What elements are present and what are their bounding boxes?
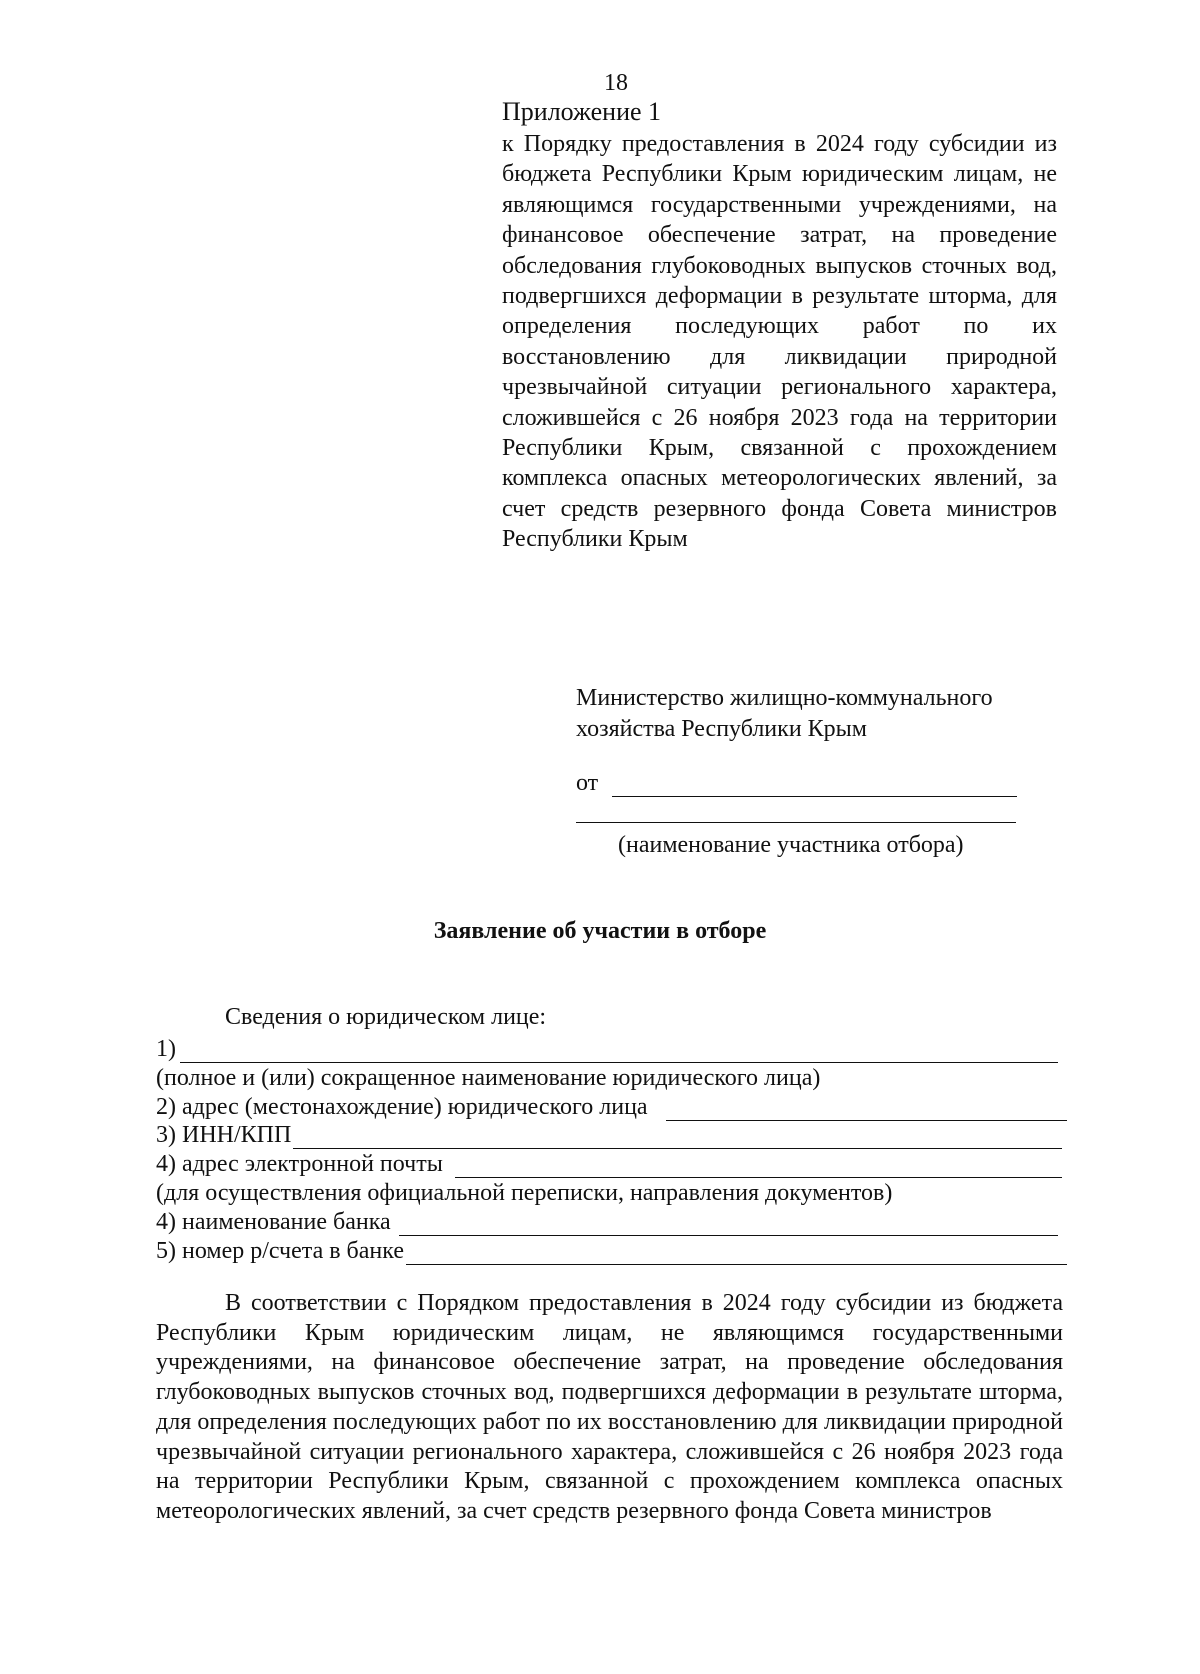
field-label: 3) ИНН/КПП: [156, 1122, 292, 1148]
addressee-block: [576, 683, 993, 745]
field-legal-name: [156, 1036, 1058, 1063]
addressee-line-2: хозяйства Республики Крым: [576, 716, 867, 742]
field-email: [156, 1151, 1062, 1178]
field-label: 2) адрес (местонахождение) юридического лица: [156, 1094, 648, 1120]
field-label: 5) номер р/счета в банке: [156, 1238, 404, 1264]
field-label: 4) адрес электронной почты: [156, 1151, 443, 1177]
address-blank[interactable]: [666, 1098, 1067, 1121]
legal-name-blank[interactable]: [180, 1040, 1058, 1063]
field-bank-name: [156, 1209, 1058, 1236]
sender-name-blank[interactable]: [612, 772, 1017, 797]
addressee-line-1: Министерство жилищно-коммунального: [576, 685, 993, 711]
section-heading: Сведения о юридическом лице:: [225, 1004, 547, 1030]
field-note-email: (для осуществления официальной переписки, направления документов): [156, 1180, 893, 1206]
statement-paragraph: В соответствии с Порядком предоставления в 2024 году субсидии из бюджета Республики Крым юридическим лицам, не являющимся государственными учреждениями, на финансовое обеспечение затрат, на проведение обследования глубоководных выпусков сточных вод, подвергшихся деформации в результате шторма, для определения последующих работ по их восстановлению для ликвидации природной чрезвычайной ситуации регионального характера, сложившейся с 26 ноября 2023 года на территории Республики Крым, связанной с прохождением комплекса опасных метеорологических явлений, за счет средств резервного фонда Совета министров: [156, 1290, 1063, 1524]
from-label: от: [576, 770, 599, 796]
field-label: 1): [156, 1036, 176, 1062]
field-address: [156, 1094, 1067, 1121]
field-note-legal-name: (полное и (или) сокращенное наименование юридического лица): [156, 1065, 821, 1091]
form-title: Заявление об участии в отборе: [433, 918, 767, 944]
field-inn-kpp: [156, 1122, 1062, 1149]
page-number: 18: [604, 70, 628, 96]
bank-name-blank[interactable]: [399, 1213, 1058, 1236]
sender-row: [576, 770, 1017, 797]
inn-kpp-blank[interactable]: [293, 1126, 1062, 1149]
annex-reference-text: к Порядку предоставления в 2024 году субсидии из бюджета Республики Крым юридическим лицам, не являющимся государственными учреждениями, на финансовое обеспечение затрат, на проведение обследования глубоководных выпусков сточных вод, подвергшихся деформации в результате шторма, для определения последующих работ по их восстановлению для ликвидации природной чрезвычайной ситуации регионального характера, сложившейся с 26 ноября 2023 года на территории Республики Крым, связанной с прохождением комплекса опасных метеорологических явлений, за счет средств резервного фонда Совета министров Республики Крым: [502, 131, 1057, 553]
account-number-blank[interactable]: [406, 1242, 1067, 1265]
sender-caption: (наименование участника отбора): [618, 832, 964, 858]
field-account-number: [156, 1238, 1067, 1265]
field-label: 4) наименование банка: [156, 1209, 391, 1235]
sender-name-blank-2[interactable]: [576, 822, 1016, 823]
email-blank[interactable]: [455, 1155, 1062, 1178]
annex-title: Приложение 1: [502, 97, 662, 126]
